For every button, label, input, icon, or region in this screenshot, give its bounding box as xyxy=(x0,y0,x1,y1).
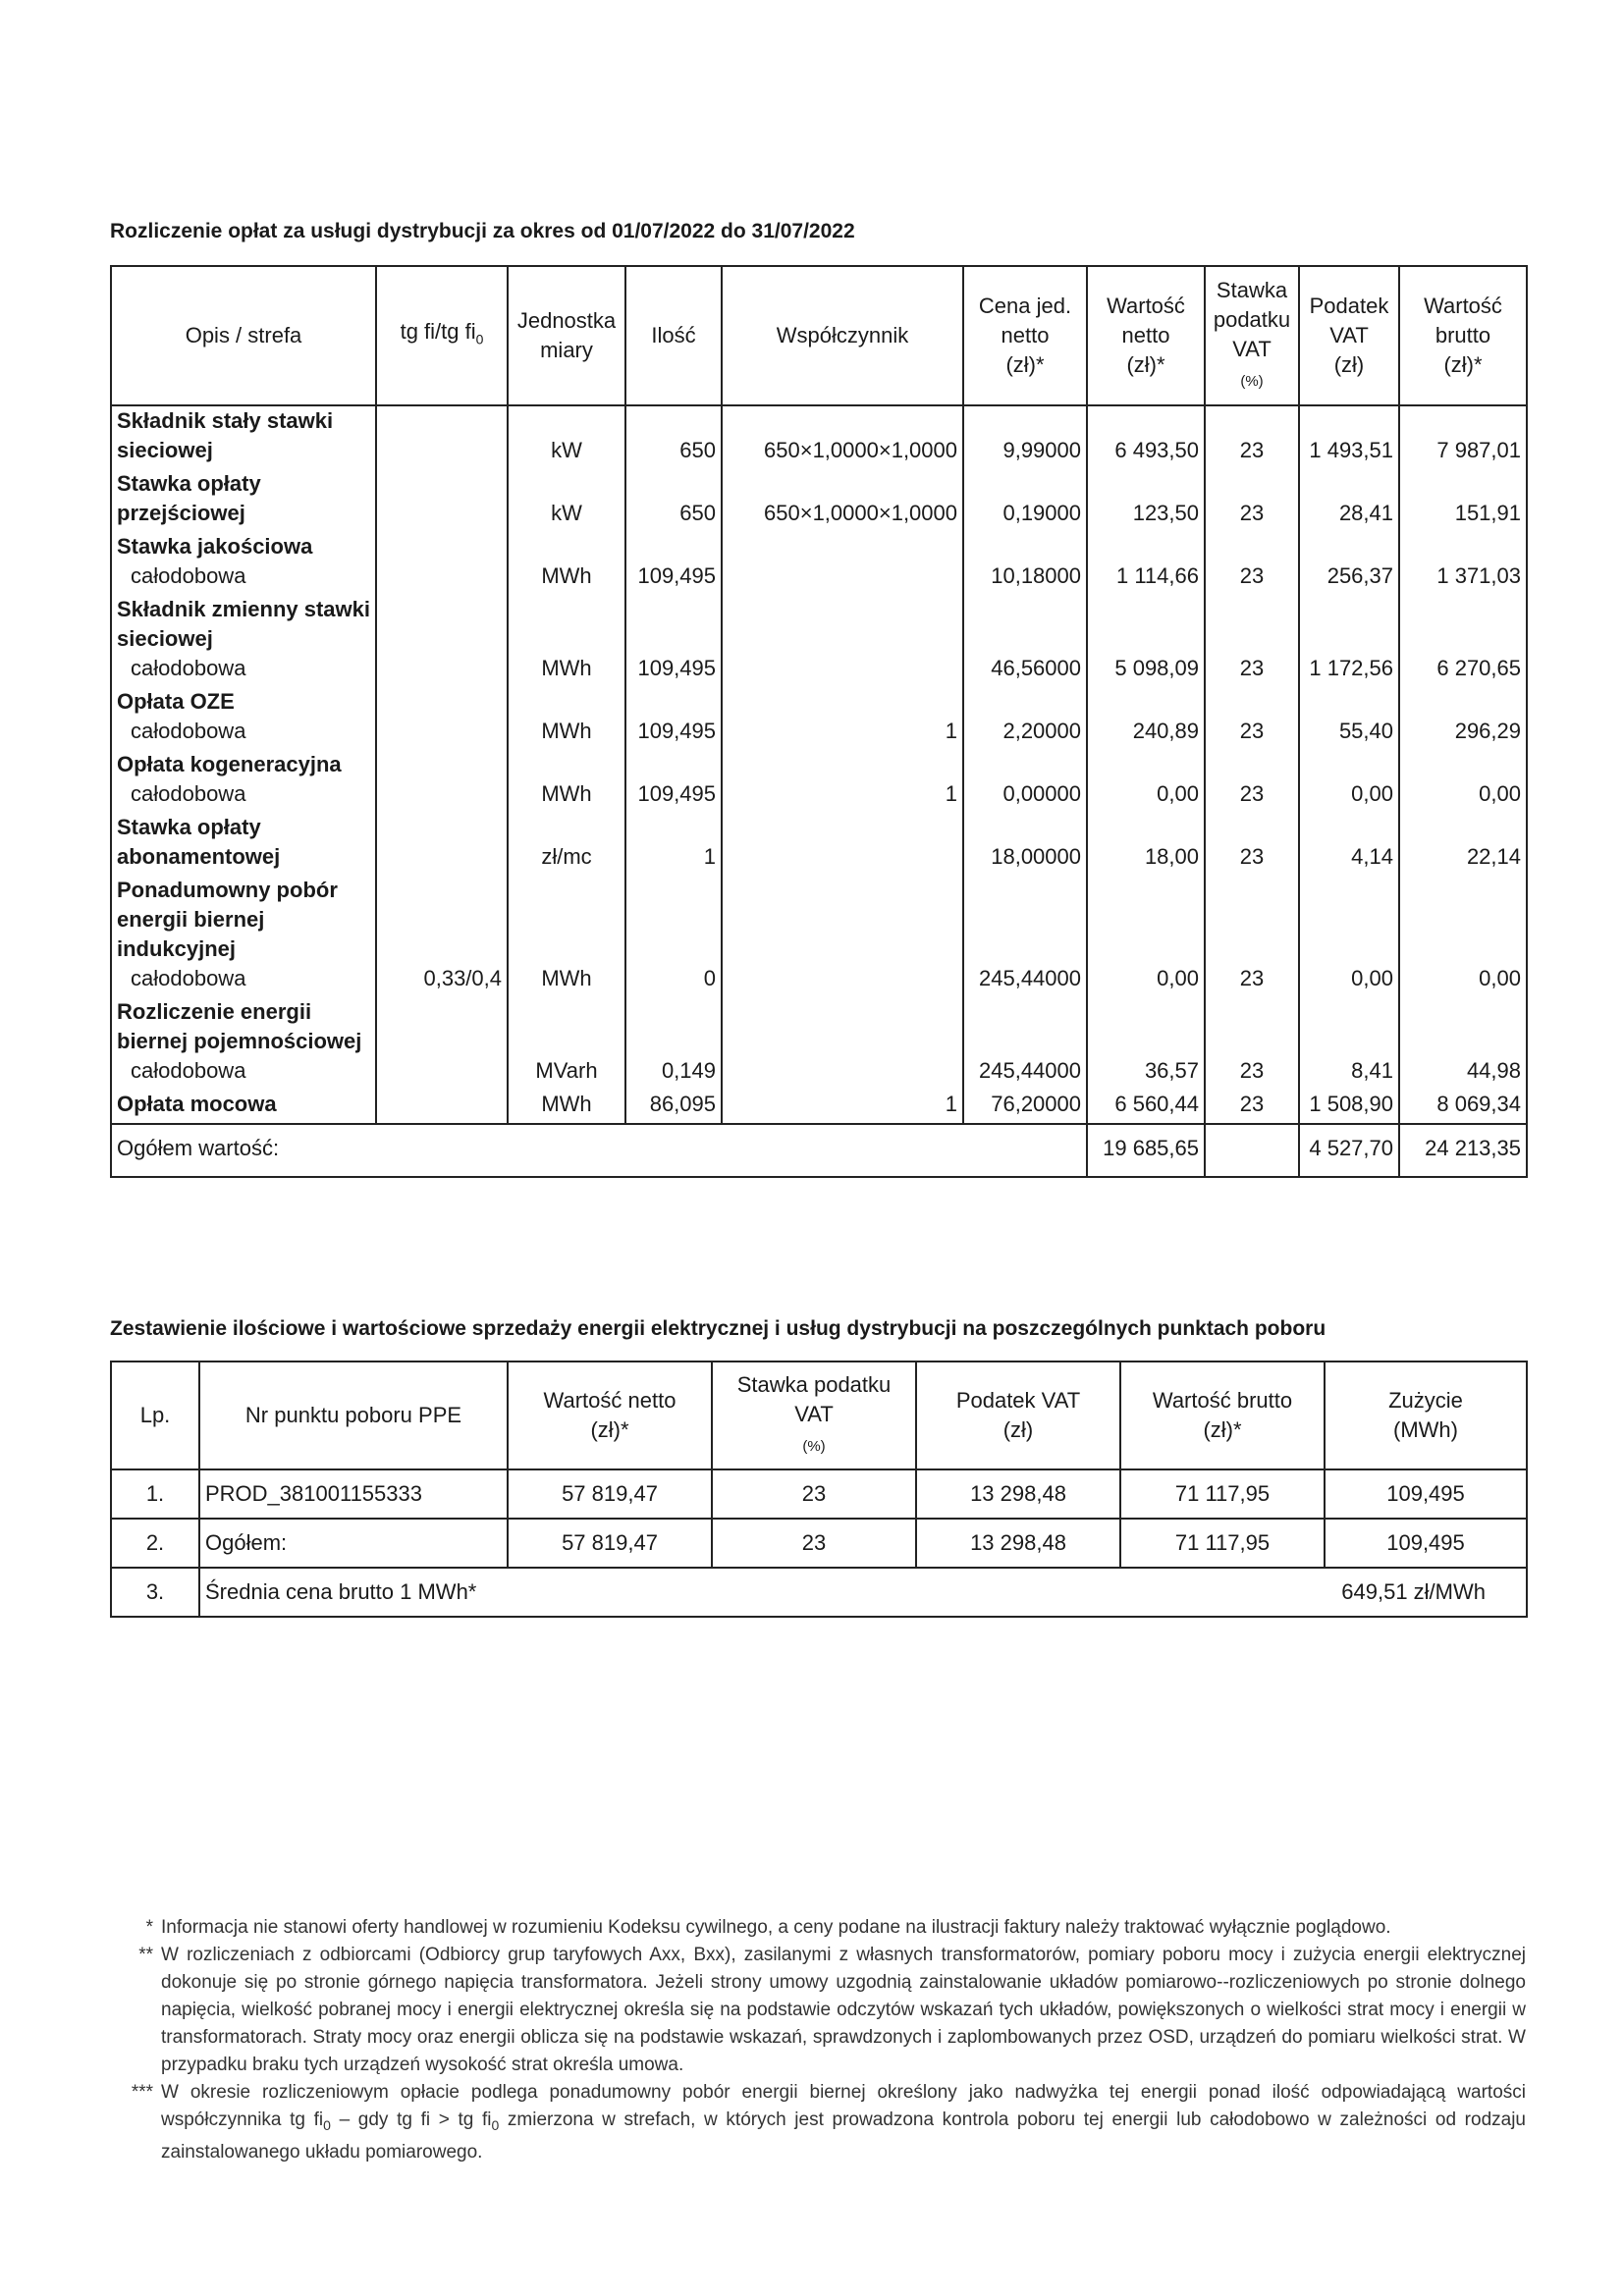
row-tgfi xyxy=(376,687,508,750)
row-net-value: 6 493,50 xyxy=(1087,405,1205,469)
ppe-summary-table xyxy=(110,1361,1528,1618)
row-vat-rate: 23 xyxy=(1205,532,1299,595)
row-coefficient: 1 xyxy=(722,750,963,813)
row-net-value: 240,89 xyxy=(1087,687,1205,750)
row-description: Składnik zmienny stawki sieciowej całodobowa xyxy=(111,595,376,687)
row-unit-price: 0,19000 xyxy=(963,469,1087,532)
row-vat-rate: 23 xyxy=(1205,469,1299,532)
row-gross-value: 71 117,95 xyxy=(1120,1519,1325,1568)
row-unit-price: 10,18000 xyxy=(963,532,1087,595)
row-unit: MWh xyxy=(508,876,625,997)
distribution-charges-table xyxy=(110,265,1528,1178)
row-description: Opłata mocowa xyxy=(111,1090,376,1124)
total-netto: 19 685,65 xyxy=(1087,1124,1205,1177)
footnote-2: ** W rozliczeniach z odbiorcami (Odbiorcy grup taryfowych Axx, Bxx), zasilanymi z własnych transformatorów, pomiary poboru mocy i zużycia energii elektrycznej dokonuje się po stronie górnego napięcia transformatora. Jeżeli strony umowy uzgodnią zainstalowanie układów pomiarowo--rozliczeniowych po stronie dolnego napięcia, wielkość pobranej mocy i energii elektrycznej określa się na podstawie odczytów wskazań tych układów, powiększonych o wielkości strat mocy i energii w transformatorach. Straty mocy oraz energii oblicza się na podstawie wskazań, sprawdzonych i zaplombowanych przez OSD, urządzeń do pomiaru wielkości strat. W przypadku braku tych urządzeń wysokość strat określa umowa. xyxy=(138,1945,1526,2075)
row-net-value: 0,00 xyxy=(1087,750,1205,813)
table-row xyxy=(111,750,1527,813)
row-tgfi xyxy=(376,997,508,1090)
avg-price-cell xyxy=(199,1568,1527,1617)
row-quantity: 109,495 xyxy=(625,532,722,595)
total-row xyxy=(111,1124,1527,1177)
row-vat-rate: 23 xyxy=(1205,997,1299,1090)
row-gross-value: 0,00 xyxy=(1399,750,1527,813)
row-gross-value: 0,00 xyxy=(1399,876,1527,997)
header-stawka: Stawka podatku VAT (%) xyxy=(1205,266,1299,405)
row-quantity: 109,495 xyxy=(625,687,722,750)
table-row xyxy=(111,876,1527,997)
footnote-3: *** W okresie rozliczeniowym opłacie podlega ponadumowny pobór energii biernej określony jako nadwyżka tej energii ponad ilość odpowiadającą wartości współczynnika tg $fi_0$ – gdy tg fi > tg $fi_0$ zmierzona w strefach, w których jest prowadzona kontrola poboru tej energii lub całodobowo w zależności od rodzaju zainstalowanego układu pomiarowego. xyxy=(131,2082,1526,2163)
header-brutto: Wartość brutto (zł)* xyxy=(1120,1362,1325,1469)
row-gross-value: 151,91 xyxy=(1399,469,1527,532)
row-vat: 13 298,48 xyxy=(916,1469,1120,1519)
row-consumption: 109,495 xyxy=(1325,1519,1527,1568)
row-quantity: 109,495 xyxy=(625,750,722,813)
row-gross-value: 8 069,34 xyxy=(1399,1090,1527,1124)
row-net-value: 57 819,47 xyxy=(508,1519,712,1568)
row-coefficient: 650×1,0000×1,0000 xyxy=(722,405,963,469)
header-wsp: Współczynnik xyxy=(722,266,963,405)
row-gross-value: 6 270,65 xyxy=(1399,595,1527,687)
row-net-value: 0,00 xyxy=(1087,876,1205,997)
row-net-value: 1 114,66 xyxy=(1087,532,1205,595)
row-net-value: 123,50 xyxy=(1087,469,1205,532)
row-vat-rate: 23 xyxy=(1205,595,1299,687)
row-unit: MWh xyxy=(508,1090,625,1124)
row-gross-value: 44,98 xyxy=(1399,997,1527,1090)
row-vat-rate: 23 xyxy=(712,1519,916,1568)
row-unit-price: 46,56000 xyxy=(963,595,1087,687)
row-description: Rozliczenie energii biernej pojemnościowej całodobowa xyxy=(111,997,376,1090)
row-unit-price: 18,00000 xyxy=(963,813,1087,876)
avg-price-value: 649,51 zł/MWh xyxy=(1341,1579,1486,1604)
row-quantity: 650 xyxy=(625,469,722,532)
row-description: Składnik stały stawki sieciowej xyxy=(111,405,376,469)
row-coefficient: 1 xyxy=(722,1090,963,1124)
row-ppe: Ogółem: xyxy=(199,1519,508,1568)
avg-price-row xyxy=(111,1568,1527,1617)
row-unit: MVarh xyxy=(508,997,625,1090)
row-unit: MWh xyxy=(508,750,625,813)
row-quantity: 86,095 xyxy=(625,1090,722,1124)
row-tgfi xyxy=(376,595,508,687)
row-vat: 256,37 xyxy=(1299,532,1399,595)
row-net-value: 18,00 xyxy=(1087,813,1205,876)
row-tgfi xyxy=(376,405,508,469)
row-quantity: 0 xyxy=(625,876,722,997)
table-row xyxy=(111,469,1527,532)
row-vat: 28,41 xyxy=(1299,469,1399,532)
row-description: Opłata OZE całodobowa xyxy=(111,687,376,750)
avg-price-label: Średnia cena brutto 1 MWh* xyxy=(205,1579,477,1604)
row-vat: 55,40 xyxy=(1299,687,1399,750)
row-gross-value: 1 371,03 xyxy=(1399,532,1527,595)
row-vat: 13 298,48 xyxy=(916,1519,1120,1568)
row-unit: zł/mc xyxy=(508,813,625,876)
row-coefficient xyxy=(722,876,963,997)
row-vat-rate: 23 xyxy=(712,1469,916,1519)
row-unit-price: 9,99000 xyxy=(963,405,1087,469)
table-row xyxy=(111,1519,1527,1568)
row-unit: MWh xyxy=(508,595,625,687)
row-unit-price: 0,00000 xyxy=(963,750,1087,813)
header-opis: Opis / strefa xyxy=(111,266,376,405)
header-lp: Lp. xyxy=(111,1362,199,1469)
row-lp: 1. xyxy=(111,1469,199,1519)
row-vat-rate: 23 xyxy=(1205,813,1299,876)
header-vat: Podatek VAT (zł) xyxy=(916,1362,1120,1469)
total-stawka xyxy=(1205,1124,1299,1177)
row-coefficient xyxy=(722,997,963,1090)
avg-lp: 3. xyxy=(111,1568,199,1617)
row-vat: 1 508,90 xyxy=(1299,1090,1399,1124)
row-unit-price: 76,20000 xyxy=(963,1090,1087,1124)
row-description: Ponadumowny pobór energii biernej indukcyjnej całodobowa xyxy=(111,876,376,997)
table-row xyxy=(111,997,1527,1090)
row-unit-price: 245,44000 xyxy=(963,997,1087,1090)
table-row xyxy=(111,532,1527,595)
row-coefficient xyxy=(722,595,963,687)
table-row xyxy=(111,687,1527,750)
row-description: Stawka jakościowa całodobowa xyxy=(111,532,376,595)
row-vat-rate: 23 xyxy=(1205,750,1299,813)
row-net-value: 36,57 xyxy=(1087,997,1205,1090)
header-netto: Wartość netto (zł)* xyxy=(1087,266,1205,405)
header-netto: Wartość netto (zł)* xyxy=(508,1362,712,1469)
row-quantity: 0,149 xyxy=(625,997,722,1090)
row-gross-value: 7 987,01 xyxy=(1399,405,1527,469)
total-vat: 4 527,70 xyxy=(1299,1124,1399,1177)
row-description: Stawka opłaty przejściowej xyxy=(111,469,376,532)
row-description: Stawka opłaty abonamentowej xyxy=(111,813,376,876)
row-tgfi xyxy=(376,469,508,532)
row-vat-rate: 23 xyxy=(1205,876,1299,997)
footnote-1: * Informacja nie stanowi oferty handlowej w rozumieniu Kodeksu cywilnego, a ceny podane na ilustracji faktury należy traktować wyłącznie poglądowo. xyxy=(145,1917,1391,1938)
row-vat: 1 493,51 xyxy=(1299,405,1399,469)
table-header-row xyxy=(111,1362,1527,1469)
table-row xyxy=(111,813,1527,876)
row-net-value: 5 098,09 xyxy=(1087,595,1205,687)
section-title-distribution: Rozliczenie opłat za usługi dystrybucji za okres od 01/07/2022 do 31/07/2022 xyxy=(110,220,855,242)
row-unit-price: 245,44000 xyxy=(963,876,1087,997)
footnotes xyxy=(110,1914,1526,2166)
table-row xyxy=(111,595,1527,687)
header-vat: Podatek VAT (zł) xyxy=(1299,266,1399,405)
header-tgfi: tg fi/tg $fi_0$ xyxy=(376,266,508,405)
row-unit-price: 2,20000 xyxy=(963,687,1087,750)
table-row xyxy=(111,405,1527,469)
row-coefficient xyxy=(722,813,963,876)
header-ilosc: Ilość xyxy=(625,266,722,405)
row-tgfi xyxy=(376,813,508,876)
row-ppe: PROD_381001155333 xyxy=(199,1469,508,1519)
row-unit: kW xyxy=(508,469,625,532)
table-row xyxy=(111,1469,1527,1519)
row-gross-value: 71 117,95 xyxy=(1120,1469,1325,1519)
row-lp: 2. xyxy=(111,1519,199,1568)
section-title-summary: Zestawienie ilościowe i wartościowe sprzedaży energii elektrycznej i usług dystrybucji na poszczególnych punktach poboru xyxy=(110,1317,1326,1340)
row-quantity: 109,495 xyxy=(625,595,722,687)
table-row xyxy=(111,1090,1527,1124)
row-tgfi xyxy=(376,1090,508,1124)
row-vat-rate: 23 xyxy=(1205,405,1299,469)
row-unit: MWh xyxy=(508,532,625,595)
row-unit: MWh xyxy=(508,687,625,750)
row-vat: 0,00 xyxy=(1299,876,1399,997)
row-vat-rate: 23 xyxy=(1205,1090,1299,1124)
header-zuzycie: Zużycie (MWh) xyxy=(1325,1362,1527,1469)
header-brutto: Wartość brutto (zł)* xyxy=(1399,266,1527,405)
row-tgfi xyxy=(376,532,508,595)
header-cena: Cena jed. netto (zł)* xyxy=(963,266,1087,405)
row-tgfi: 0,33/0,4 xyxy=(376,876,508,997)
row-gross-value: 296,29 xyxy=(1399,687,1527,750)
row-vat: 1 172,56 xyxy=(1299,595,1399,687)
row-quantity: 650 xyxy=(625,405,722,469)
row-coefficient xyxy=(722,532,963,595)
row-quantity: 1 xyxy=(625,813,722,876)
row-vat: 4,14 xyxy=(1299,813,1399,876)
total-brutto: 24 213,35 xyxy=(1399,1124,1527,1177)
total-label: Ogółem wartość: xyxy=(111,1124,1087,1177)
row-gross-value: 22,14 xyxy=(1399,813,1527,876)
row-unit: kW xyxy=(508,405,625,469)
row-vat-rate: 23 xyxy=(1205,687,1299,750)
row-vat: 0,00 xyxy=(1299,750,1399,813)
row-consumption: 109,495 xyxy=(1325,1469,1527,1519)
row-coefficient: 650×1,0000×1,0000 xyxy=(722,469,963,532)
row-tgfi xyxy=(376,750,508,813)
row-net-value: 6 560,44 xyxy=(1087,1090,1205,1124)
header-stawka: Stawka podatku VAT (%) xyxy=(712,1362,916,1469)
row-vat: 8,41 xyxy=(1299,997,1399,1090)
row-net-value: 57 819,47 xyxy=(508,1469,712,1519)
header-ppe: Nr punktu poboru PPE xyxy=(199,1362,508,1469)
row-coefficient: 1 xyxy=(722,687,963,750)
row-description: Opłata kogeneracyjna całodobowa xyxy=(111,750,376,813)
header-jm: Jednostka miary xyxy=(508,266,625,405)
table-header-row xyxy=(111,266,1527,405)
